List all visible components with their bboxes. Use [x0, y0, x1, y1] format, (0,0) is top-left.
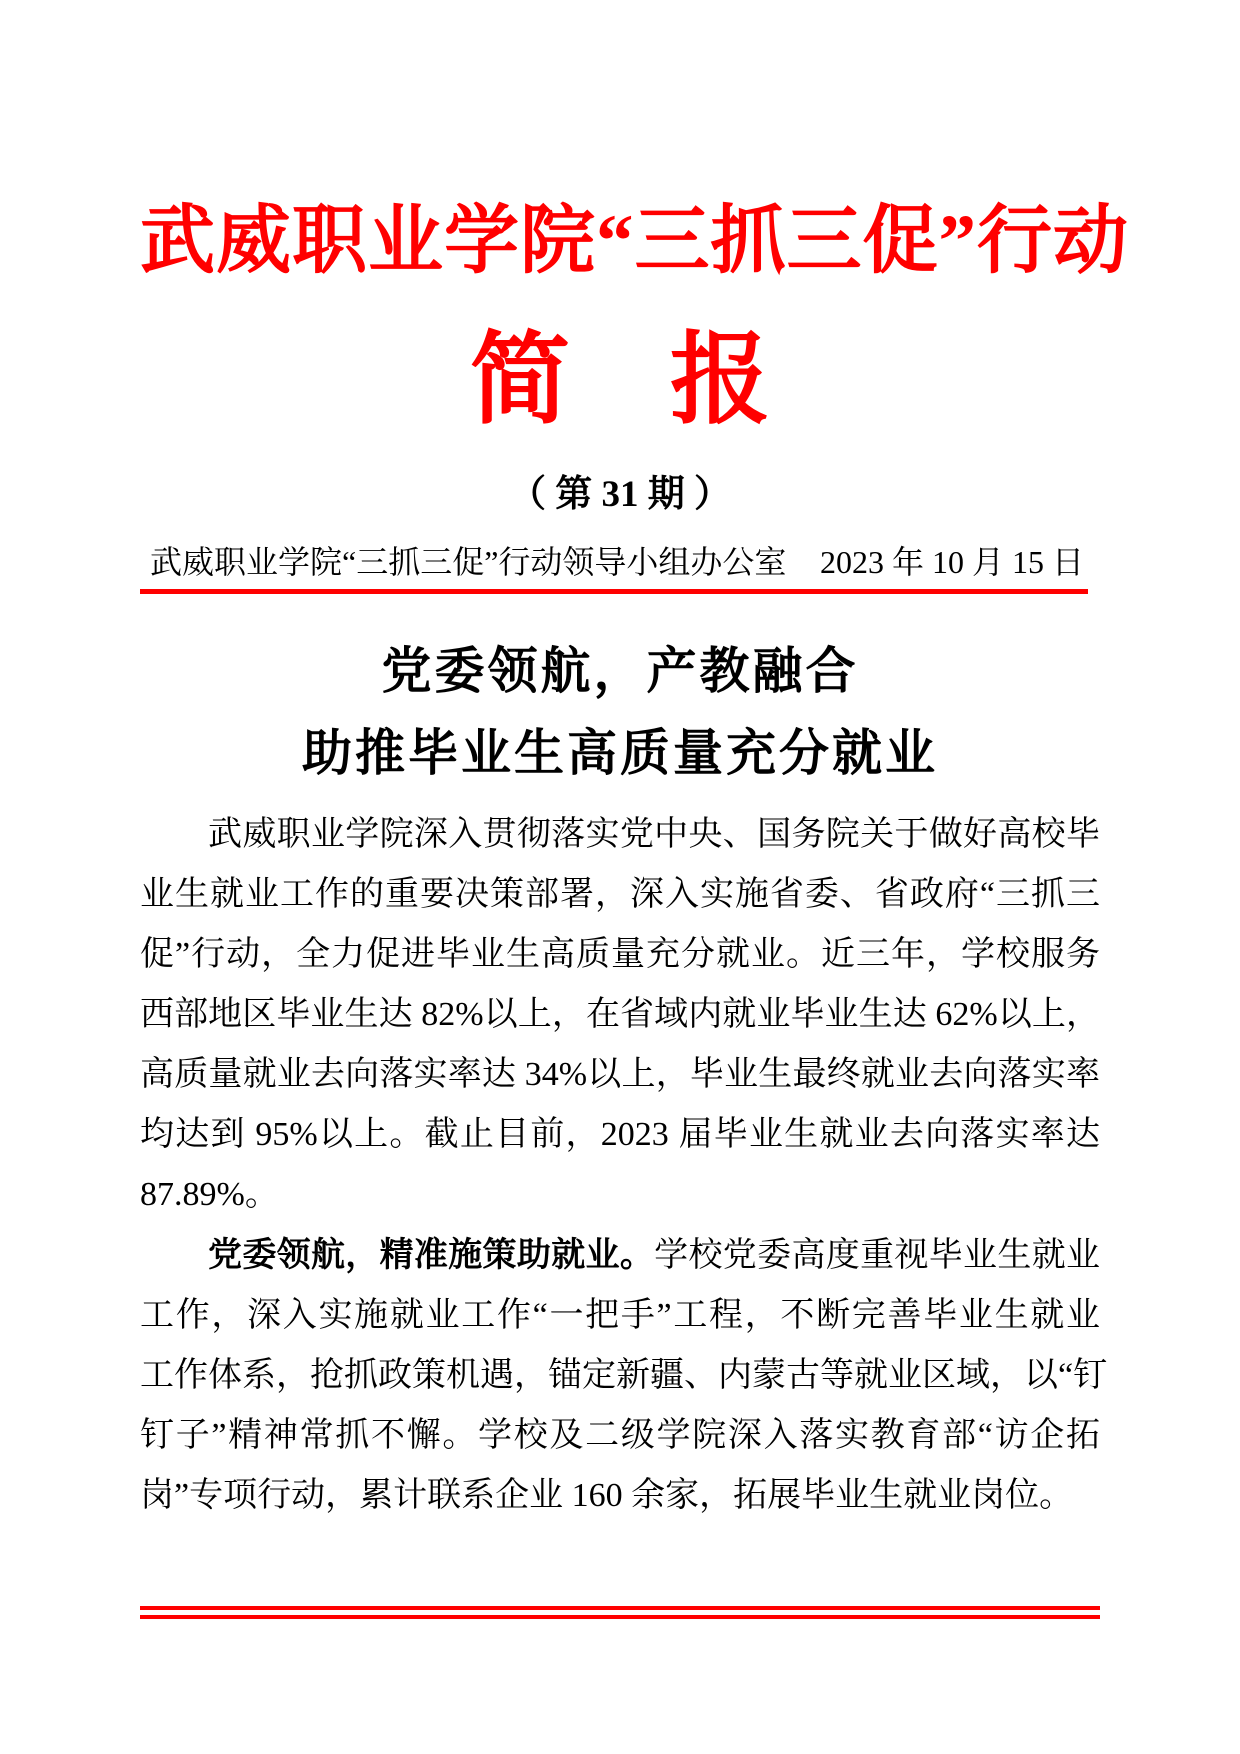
- body-line: 武威职业学院深入贯彻落实党中央、国务院关于做好高校毕: [208, 815, 1100, 853]
- paragraph-lead-rest: 学校党委高度重视毕业生就业: [654, 1236, 1101, 1274]
- body-line: 西部地区毕业生达 82%以上，在省域内就业毕业生达 62%以上，: [140, 995, 1100, 1033]
- issue-date: 2023 年 10 月 15 日: [819, 543, 1084, 580]
- header-rule: [140, 589, 1088, 594]
- article-title: [140, 630, 1100, 794]
- body-line: 均达到 95%以上。截止目前，2023 届毕业生就业去向落实率达: [140, 1115, 1100, 1153]
- article-title-line2: 助推毕业生高质量充分就业: [302, 724, 938, 781]
- body-line: 87.89%。: [140, 1175, 279, 1213]
- body-line: 高质量就业去向落实率达 34%以上，毕业生最终就业去向落实率: [140, 1055, 1100, 1093]
- article-body: [140, 805, 1108, 1526]
- body-line: [140, 1225, 1100, 1286]
- article-title-line1: 党委领航，产教融合: [381, 642, 859, 699]
- body-line: 工作，深入实施就业工作“一把手”工程，不断完善毕业生就业: [140, 1296, 1100, 1334]
- issue-number: （ 第 31 期 ）: [509, 473, 731, 515]
- body-line: 促”行动，全力促进毕业生高质量充分就业。近三年，学校服务: [140, 935, 1100, 973]
- body-line: 钉子”精神常抓不懈。学校及二级学院深入落实教育部“访企拓: [140, 1416, 1100, 1454]
- paragraph-lead: 党委领航，精准施策助就业。: [208, 1235, 655, 1274]
- body-line: 工作体系，抢抓政策机遇，锚定新疆、内蒙古等就业区域，以“钉: [140, 1356, 1108, 1394]
- issuing-office: 武威职业学院“三抓三促”行动领导小组办公室: [150, 543, 787, 580]
- masthead-title: 武威职业学院“三抓三促”行动: [140, 200, 1130, 283]
- body-line: 业生就业工作的重要决策部署，深入实施省委、省政府“三抓三: [140, 875, 1100, 913]
- masthead-banner: 简 报: [470, 324, 770, 436]
- info-row: [140, 542, 1100, 582]
- footer-rule: [140, 1606, 1100, 1619]
- body-line: 岗”专项行动，累计联系企业 160 余家，拓展毕业生就业岗位。: [140, 1476, 1074, 1514]
